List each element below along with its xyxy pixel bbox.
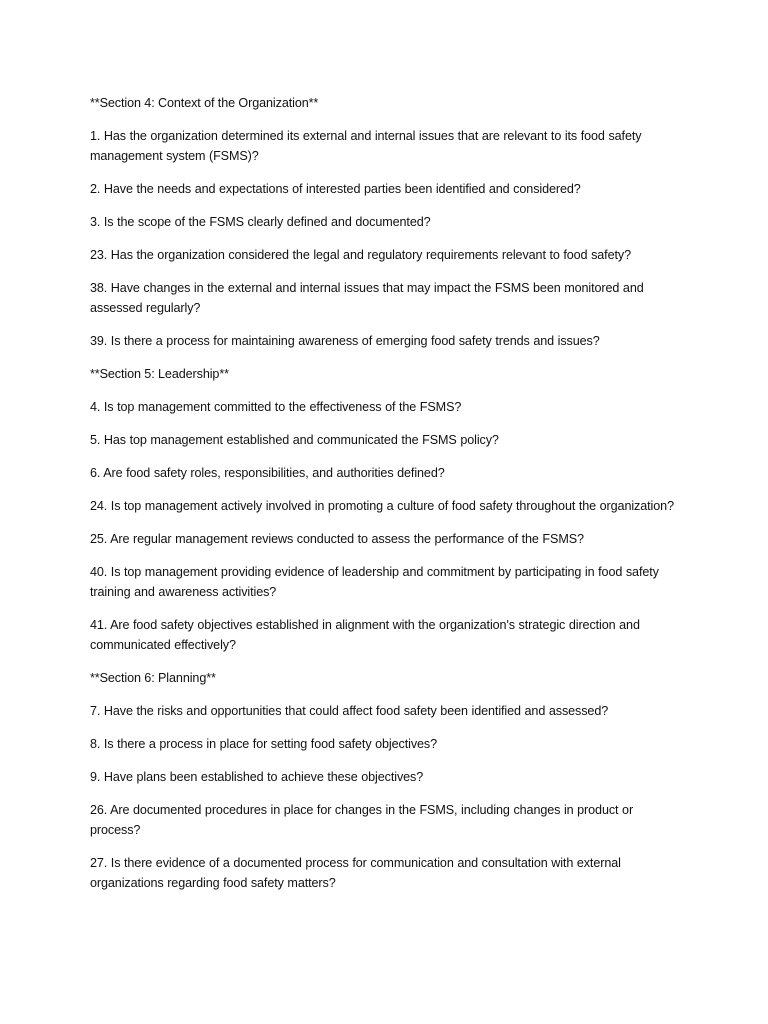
question-40: 40. Is top management providing evidence of leadership and commitment by participating in food safety training and awareness activities? xyxy=(90,565,659,599)
question-4: 4. Is top management committed to the effectiveness of the FSMS? xyxy=(90,400,462,414)
question-3: 3. Is the scope of the FSMS clearly defined and documented? xyxy=(90,215,431,229)
section-6-heading: **Section 6: Planning** xyxy=(90,671,216,685)
question-8: 8. Is there a process in place for setting food safety objectives? xyxy=(90,737,438,751)
question-27: 27. Is there evidence of a documented process for communication and consultation with external organizations regarding food safety matters? xyxy=(90,856,621,890)
section-4-heading: **Section 4: Context of the Organization** xyxy=(90,96,319,110)
question-26: 26. Are documented procedures in place for changes in the FSMS, including changes in product or process? xyxy=(90,803,634,837)
question-38: 38. Have changes in the external and internal issues that may impact the FSMS been monitored and assessed regularly? xyxy=(90,281,644,315)
question-2: 2. Have the needs and expectations of interested parties been identified and considered? xyxy=(90,182,581,196)
section-5-heading: **Section 5: Leadership** xyxy=(90,367,229,381)
question-25: 25. Are regular management reviews conducted to assess the performance of the FSMS? xyxy=(90,532,584,546)
document-body xyxy=(90,93,680,906)
question-1: 1. Has the organization determined its external and internal issues that are relevant to its food safety management system (FSMS)? xyxy=(90,129,642,163)
question-41: 41. Are food safety objectives established in alignment with the organization's strategic direction and communicated effectively? xyxy=(90,618,640,652)
question-6: 6. Are food safety roles, responsibilities, and authorities defined? xyxy=(90,466,445,480)
question-24: 24. Is top management actively involved in promoting a culture of food safety throughout the organization? xyxy=(90,499,674,513)
question-5: 5. Has top management established and communicated the FSMS policy? xyxy=(90,433,499,447)
question-23: 23. Has the organization considered the legal and regulatory requirements relevant to food safety? xyxy=(90,248,631,262)
question-39: 39. Is there a process for maintaining awareness of emerging food safety trends and issues? xyxy=(90,334,600,348)
question-9: 9. Have plans been established to achieve these objectives? xyxy=(90,770,424,784)
question-7: 7. Have the risks and opportunities that could affect food safety been identified and assessed? xyxy=(90,704,609,718)
